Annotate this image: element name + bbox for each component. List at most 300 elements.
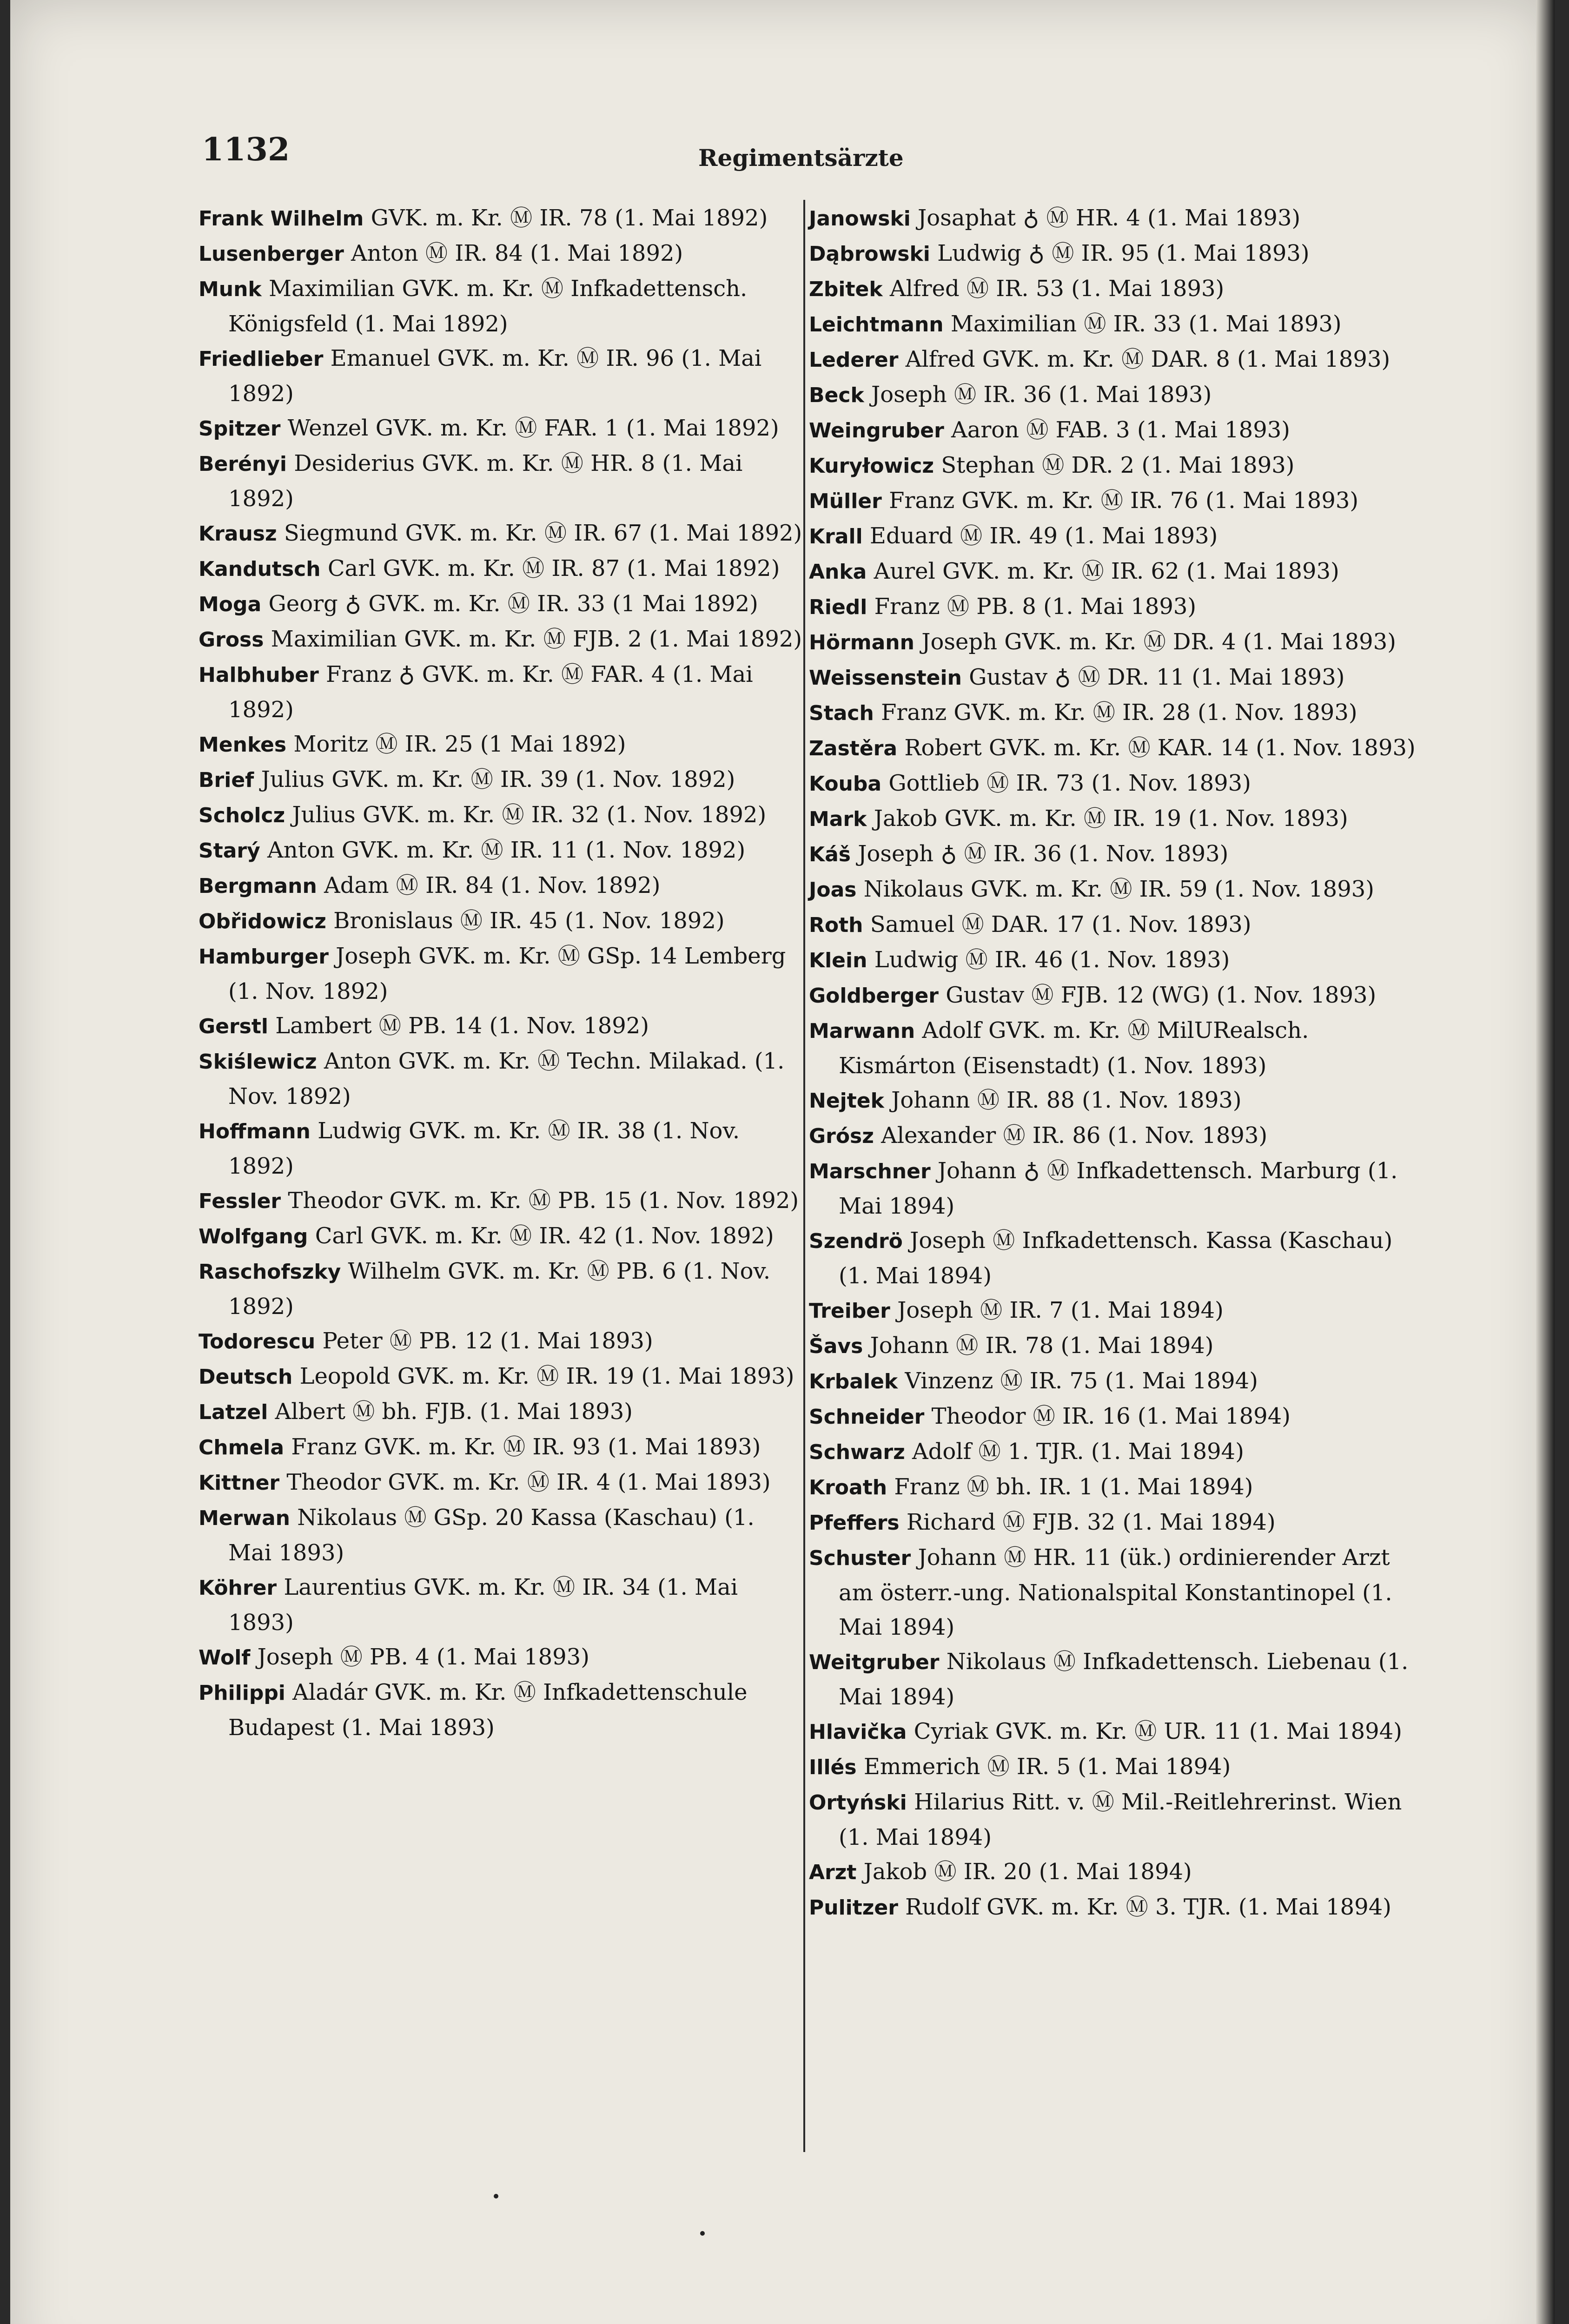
entry-surname: Arzt (809, 1861, 857, 1884)
entry-text (809, 872, 1418, 907)
entry-text (809, 1714, 1418, 1750)
entry-details: Hilarius Ritt. v. Ⓜ Mil.-Reitlehrerinst. Wien (1. Mai 1894) (839, 1789, 1402, 1850)
entry-surname: Treiber (809, 1299, 890, 1323)
register-entry (809, 271, 1418, 307)
entry-text (199, 201, 803, 236)
entry-surname: Stach (809, 701, 874, 725)
entry-surname: Marwann (809, 1019, 915, 1043)
entry-text (809, 1644, 1418, 1714)
register-entry (809, 660, 1418, 695)
entry-surname: Fessler (199, 1189, 281, 1213)
entry-details: Nikolaus GVK. m. Kr. Ⓜ IR. 59 (1. Nov. 1893) (856, 876, 1375, 902)
entry-text (809, 448, 1418, 483)
entry-text (809, 801, 1418, 837)
register-entry (199, 727, 803, 762)
entry-surname: Mark (809, 807, 867, 831)
entry-surname: Weingruber (809, 419, 944, 442)
entry-surname: Szendrö (809, 1229, 903, 1253)
entry-surname: Obřidowicz (199, 910, 326, 933)
entry-text (809, 554, 1418, 589)
entry-details: Anton GVK. m. Kr. Ⓜ Techn. Milakad. (1. Nov. 1892) (228, 1048, 785, 1109)
entry-text (809, 837, 1418, 872)
register-entry (199, 1254, 803, 1324)
entry-surname: Joas (809, 878, 857, 902)
entry-text (809, 1118, 1418, 1154)
entry-text (809, 1328, 1418, 1364)
entry-details: Gottlieb Ⓜ IR. 73 (1. Nov. 1893) (881, 770, 1251, 796)
entry-surname: Hlavička (809, 1720, 907, 1744)
register-entry (809, 413, 1418, 448)
entry-surname: Todorescu (199, 1330, 316, 1353)
entry-details: Leopold GVK. m. Kr. Ⓜ IR. 19 (1. Mai 1893) (292, 1363, 794, 1389)
register-entry (809, 907, 1418, 943)
entry-text (809, 413, 1418, 448)
register-entry (809, 307, 1418, 342)
ink-speck (700, 2231, 705, 2236)
register-entry (199, 1044, 803, 1114)
entry-surname: Lusenberger (199, 242, 344, 266)
entry-text (199, 446, 803, 516)
entry-surname: Ortyński (809, 1791, 907, 1815)
entry-details: Maximilian Ⓜ IR. 33 (1. Mai 1893) (943, 311, 1342, 337)
entry-details: Maximilian GVK. m. Kr. Ⓜ Infkadettensch. Königsfeld (1. Mai 1892) (228, 276, 748, 337)
entry-text (199, 1044, 803, 1114)
entry-text (199, 341, 803, 411)
entry-details: Ludwig Ⓜ IR. 46 (1. Nov. 1893) (867, 947, 1230, 973)
register-entry (809, 766, 1418, 801)
register-entry (199, 1465, 803, 1500)
entry-text (809, 377, 1418, 413)
entry-details: Franz GVK. m. Kr. Ⓜ IR. 28 (1. Nov. 1893) (874, 700, 1357, 726)
entry-surname: Goldberger (809, 984, 939, 1008)
entry-text (809, 1505, 1418, 1540)
entry-text (809, 1890, 1418, 1925)
entry-details: Eduard Ⓜ IR. 49 (1. Mai 1893) (862, 523, 1218, 549)
register-entry (199, 201, 803, 236)
entry-details: Gustav Ⓜ FJB. 12 (WG) (1. Nov. 1893) (939, 982, 1377, 1008)
entry-details: Aurel GVK. m. Kr. Ⓜ IR. 62 (1. Mai 1893) (867, 558, 1339, 584)
entry-details: Maximilian GVK. m. Kr. Ⓜ FJB. 2 (1. Mai 1892) (264, 626, 802, 652)
entry-details: Aladár GVK. m. Kr. Ⓜ Infkadettenschule Budapest (1. Mai 1893) (228, 1679, 748, 1741)
entry-surname: Scholcz (199, 804, 285, 827)
entry-text (809, 1154, 1418, 1223)
entry-surname: Brief (199, 768, 254, 792)
entry-text (199, 939, 803, 1009)
entry-text (809, 1399, 1418, 1434)
register-entry (199, 341, 803, 411)
entry-details: GVK. m. Kr. Ⓜ IR. 78 (1. Mai 1892) (364, 205, 768, 231)
register-entry (809, 1644, 1418, 1714)
entry-surname: Pfeffers (809, 1511, 900, 1535)
entry-details: Aaron Ⓜ FAB. 3 (1. Mai 1893) (944, 417, 1291, 443)
register-entry (199, 1009, 803, 1044)
entry-text (809, 1750, 1418, 1785)
running-head: Regimentsärzte (698, 144, 904, 172)
entry-details: Joseph Ⓜ PB. 4 (1. Mai 1893) (250, 1644, 589, 1670)
register-entry (199, 551, 803, 587)
register-entry (199, 622, 803, 657)
entry-surname: Hoffmann (199, 1120, 311, 1143)
entry-surname: Roth (809, 913, 863, 937)
entry-text (199, 1465, 803, 1500)
entry-surname: Wolf (199, 1646, 251, 1670)
entry-details: Franz Ⓜ PB. 8 (1. Mai 1893) (867, 594, 1197, 620)
entry-text (199, 727, 803, 762)
register-entry (199, 868, 803, 904)
entry-details: Carl GVK. m. Kr. Ⓜ IR. 87 (1. Mai 1892) (320, 555, 780, 581)
ink-speck (494, 2194, 498, 2199)
entry-surname: Kouba (809, 772, 882, 796)
register-entry (809, 1013, 1418, 1083)
entry-surname: Dąbrowski (809, 242, 930, 266)
register-entry (809, 1364, 1418, 1399)
register-entry (809, 1118, 1418, 1154)
register-entry (199, 271, 803, 341)
entry-surname: Marschner (809, 1160, 931, 1183)
entry-surname: Skiślewicz (199, 1050, 317, 1074)
entry-details: Adolf GVK. m. Kr. Ⓜ MilURealsch. Kismárton (Eisenstadt) (1. Nov. 1893) (839, 1017, 1309, 1079)
register-entry (809, 695, 1418, 731)
entry-surname: Janowski (809, 207, 911, 231)
entry-text (809, 236, 1418, 271)
entry-surname: Gross (199, 628, 264, 652)
entry-details: Joseph GVK. m. Kr. Ⓜ DR. 4 (1. Mai 1893) (914, 629, 1396, 655)
register-entry (199, 1430, 803, 1465)
entry-text (199, 587, 803, 622)
entry-text (809, 907, 1418, 943)
register-entry (199, 833, 803, 868)
entry-text (809, 978, 1418, 1013)
entry-surname: Krausz (199, 522, 277, 546)
entry-surname: Lederer (809, 348, 899, 372)
entry-text (809, 342, 1418, 377)
register-entry (809, 342, 1418, 377)
register-entry (199, 657, 803, 727)
entry-details: Jakob GVK. m. Kr. Ⓜ IR. 19 (1. Nov. 1893) (867, 805, 1348, 832)
register-entry (809, 1855, 1418, 1890)
entry-details: Joseph Ⓜ Infkadettensch. Kassa (Kaschau) (1. Mai 1894) (839, 1228, 1393, 1289)
entry-text (199, 1570, 803, 1640)
column-divider (803, 200, 805, 2152)
entry-details: Adolf Ⓜ 1. TJR. (1. Mai 1894) (905, 1439, 1244, 1465)
entry-details: Johann Ⓜ IR. 88 (1. Nov. 1893) (884, 1087, 1242, 1113)
entry-surname: Weitgruber (809, 1651, 940, 1674)
entry-text (199, 868, 803, 904)
register-entry (809, 1540, 1418, 1644)
entry-surname: Halbhuber (199, 663, 319, 687)
entry-details: Gustav ♁ Ⓜ DR. 11 (1. Mai 1893) (961, 664, 1345, 690)
entry-surname: Berényi (199, 452, 287, 476)
register-entry (809, 801, 1418, 837)
entry-details: Desiderius GVK. m. Kr. Ⓜ HR. 8 (1. Mai 1892) (228, 450, 743, 512)
register-entry (199, 798, 803, 833)
entry-surname: Munk (199, 277, 262, 301)
entry-details: Carl GVK. m. Kr. Ⓜ IR. 42 (1. Nov. 1892) (308, 1223, 774, 1249)
entry-surname: Nejtek (809, 1089, 884, 1113)
entry-surname: Káš (809, 843, 851, 866)
register-entry (199, 1640, 803, 1675)
entry-details: Joseph Ⓜ IR. 7 (1. Mai 1894) (890, 1297, 1224, 1323)
entry-text (199, 1359, 803, 1394)
entry-details: Franz ♁ GVK. m. Kr. Ⓜ FAR. 4 (1. Mai 1892) (228, 661, 753, 723)
register-entry (809, 236, 1418, 271)
entry-details: Anton GVK. m. Kr. Ⓜ IR. 11 (1. Nov. 1892) (260, 837, 746, 863)
entry-surname: Kuryłowicz (809, 454, 934, 478)
register-entry (199, 1500, 803, 1570)
register-entry (809, 1399, 1418, 1434)
entry-surname: Zbitek (809, 277, 883, 301)
entry-details: Jakob Ⓜ IR. 20 (1. Mai 1894) (856, 1859, 1192, 1885)
entry-details: Cyriak GVK. m. Kr. Ⓜ UR. 11 (1. Mai 1894) (907, 1718, 1402, 1744)
entry-surname: Gerstl (199, 1015, 268, 1038)
entry-details: Alfred Ⓜ IR. 53 (1. Mai 1893) (882, 276, 1225, 302)
entry-surname: Frank Wilhelm (199, 207, 364, 231)
entry-details: Richard Ⓜ FJB. 32 (1. Mai 1894) (899, 1509, 1276, 1535)
entry-details: Julius GVK. m. Kr. Ⓜ IR. 32 (1. Nov. 1892) (285, 802, 767, 828)
left-column (199, 201, 803, 1745)
entry-text (199, 1183, 803, 1219)
entry-text (809, 943, 1418, 978)
book-page (10, 0, 1549, 2324)
entry-details: Robert GVK. m. Kr. Ⓜ KAR. 14 (1. Nov. 1893) (897, 735, 1416, 761)
entry-surname: Philippi (199, 1681, 285, 1705)
entry-details: Ludwig ♁ Ⓜ IR. 95 (1. Mai 1893) (930, 240, 1310, 266)
entry-surname: Merwan (199, 1506, 290, 1530)
register-entry (809, 978, 1418, 1013)
entry-text (199, 657, 803, 727)
entry-details: Adam Ⓜ IR. 84 (1. Nov. 1892) (317, 872, 661, 898)
entry-details: Joseph Ⓜ IR. 36 (1. Mai 1893) (864, 382, 1212, 408)
register-entry (809, 519, 1418, 554)
entry-surname: Krbalek (809, 1370, 898, 1393)
register-entry (809, 1714, 1418, 1750)
entry-text (199, 1675, 803, 1745)
entry-details: Johann Ⓜ HR. 11 (ük.) ordinierender Arzt am österr.-ung. Nationalspital Konstantinopel (1. Mai 1894) (839, 1545, 1392, 1640)
entry-surname: Kandutsch (199, 557, 321, 581)
entry-details: Franz Ⓜ bh. IR. 1 (1. Mai 1894) (887, 1474, 1253, 1500)
register-entry (809, 448, 1418, 483)
entry-text (809, 1364, 1418, 1399)
entry-surname: Riedl (809, 595, 867, 619)
entry-surname: Köhrer (199, 1576, 277, 1600)
register-entry (199, 446, 803, 516)
register-entry (809, 1154, 1418, 1223)
register-entry (809, 1470, 1418, 1505)
register-entry (199, 516, 803, 551)
entry-text (809, 307, 1418, 342)
register-entry (199, 1183, 803, 1219)
entry-text (199, 904, 803, 939)
entry-surname: Beck (809, 383, 864, 407)
register-entry (199, 411, 803, 446)
entry-surname: Hörmann (809, 631, 914, 654)
entry-surname: Šavs (809, 1334, 863, 1358)
entry-text (809, 1223, 1418, 1293)
page-spine-shadow (1536, 0, 1555, 2324)
register-entry (809, 589, 1418, 625)
entry-details: Albert Ⓜ bh. FJB. (1. Mai 1893) (268, 1399, 633, 1425)
entry-details: Joseph ♁ Ⓜ IR. 36 (1. Nov. 1893) (850, 841, 1229, 867)
entry-text (199, 236, 803, 271)
entry-surname: Grósz (809, 1124, 874, 1148)
register-entry (809, 1890, 1418, 1925)
entry-surname: Weissenstein (809, 666, 962, 690)
entry-text (809, 660, 1418, 695)
entry-text (809, 483, 1418, 519)
entry-details: Siegmund GVK. m. Kr. Ⓜ IR. 67 (1. Mai 1892) (277, 520, 802, 546)
register-entry (199, 904, 803, 939)
entry-text (199, 411, 803, 446)
entry-details: Ludwig GVK. m. Kr. Ⓜ IR. 38 (1. Nov. 1892) (228, 1118, 740, 1179)
entry-details: Lambert Ⓜ PB. 14 (1. Nov. 1892) (268, 1013, 649, 1039)
entry-details: Bronislaus Ⓜ IR. 45 (1. Nov. 1892) (326, 908, 725, 934)
entry-surname: Chmela (199, 1436, 285, 1459)
entry-text (199, 762, 803, 798)
entry-details: Emmerich Ⓜ IR. 5 (1. Mai 1894) (856, 1754, 1231, 1780)
entry-text (809, 766, 1418, 801)
entry-details: Julius GVK. m. Kr. Ⓜ IR. 39 (1. Nov. 1892) (254, 766, 735, 792)
entry-text (809, 1855, 1418, 1890)
entry-details: Laurentius GVK. m. Kr. Ⓜ IR. 34 (1. Mai 1893) (228, 1574, 738, 1636)
register-entry (809, 483, 1418, 519)
entry-text (809, 1434, 1418, 1470)
entry-text (809, 1540, 1418, 1644)
right-column (809, 201, 1418, 1925)
entry-text (199, 1219, 803, 1254)
entry-text (199, 1394, 803, 1430)
entry-text (199, 551, 803, 587)
entry-surname: Krall (809, 525, 863, 548)
register-entry (809, 377, 1418, 413)
entry-text (809, 1785, 1418, 1855)
register-entry (199, 236, 803, 271)
register-entry (199, 939, 803, 1009)
entry-text (809, 625, 1418, 660)
entry-text (199, 1009, 803, 1044)
entry-details: Wenzel GVK. m. Kr. Ⓜ FAR. 1 (1. Mai 1892) (280, 415, 779, 441)
entry-surname: Zastěra (809, 737, 898, 760)
register-entry (199, 1324, 803, 1359)
entry-text (199, 1500, 803, 1570)
entry-text (809, 1293, 1418, 1328)
register-entry (199, 1675, 803, 1745)
register-entry (809, 872, 1418, 907)
entry-details: Josaphat ♁ Ⓜ HR. 4 (1. Mai 1893) (910, 205, 1301, 231)
entry-text (809, 201, 1418, 236)
register-entry (199, 587, 803, 622)
entry-details: Wilhelm GVK. m. Kr. Ⓜ PB. 6 (1. Nov. 1892) (228, 1258, 771, 1320)
entry-surname: Spitzer (199, 417, 281, 441)
entry-text (199, 1114, 803, 1183)
register-entry (809, 837, 1418, 872)
entry-details: Peter Ⓜ PB. 12 (1. Mai 1893) (315, 1328, 653, 1354)
entry-surname: Hamburger (199, 945, 329, 969)
entry-text (809, 1470, 1418, 1505)
entry-surname: Illés (809, 1756, 857, 1779)
register-entry (809, 1434, 1418, 1470)
entry-details: Stephan Ⓜ DR. 2 (1. Mai 1893) (934, 452, 1295, 478)
entry-details: Nikolaus Ⓜ GSp. 20 Kassa (Kaschau) (1. Mai 1893) (228, 1505, 755, 1566)
entry-text (809, 589, 1418, 625)
entry-text (199, 516, 803, 551)
entry-details: Anton Ⓜ IR. 84 (1. Mai 1892) (344, 240, 683, 266)
entry-details: Rudolf GVK. m. Kr. Ⓜ 3. TJR. (1. Mai 1894) (898, 1894, 1391, 1920)
entry-text (809, 271, 1418, 307)
entry-text (809, 1083, 1418, 1118)
page-number: 1132 (202, 131, 290, 168)
entry-text (199, 798, 803, 833)
entry-details: Franz GVK. m. Kr. Ⓜ IR. 76 (1. Mai 1893) (881, 488, 1359, 514)
entry-text (199, 1640, 803, 1675)
entry-text (199, 271, 803, 341)
register-entry (199, 1359, 803, 1394)
entry-text (199, 833, 803, 868)
entry-text (199, 1324, 803, 1359)
register-entry (809, 201, 1418, 236)
entry-text (809, 695, 1418, 731)
entry-surname: Raschofszky (199, 1260, 341, 1284)
entry-details: Emanuel GVK. m. Kr. Ⓜ IR. 96 (1. Mai 1892) (228, 345, 762, 407)
register-entry (199, 1114, 803, 1183)
entry-surname: Schwarz (809, 1440, 905, 1464)
entry-details: Alexander Ⓜ IR. 86 (1. Nov. 1893) (874, 1122, 1268, 1149)
entry-surname: Moga (199, 593, 262, 616)
register-entry (199, 1219, 803, 1254)
entry-surname: Friedlieber (199, 347, 324, 371)
register-entry (809, 1293, 1418, 1328)
entry-surname: Deutsch (199, 1365, 293, 1389)
register-entry (809, 731, 1418, 766)
entry-details: Samuel Ⓜ DAR. 17 (1. Nov. 1893) (863, 911, 1251, 938)
register-entry (809, 1750, 1418, 1785)
register-entry (809, 554, 1418, 589)
entry-details: Nikolaus Ⓜ Infkadettensch. Liebenau (1. Mai 1894) (839, 1649, 1409, 1710)
register-entry (809, 943, 1418, 978)
register-entry (809, 1785, 1418, 1855)
entry-text (809, 519, 1418, 554)
entry-surname: Schneider (809, 1405, 925, 1429)
entry-details: Johann ♁ Ⓜ Infkadettensch. Marburg (1. Mai 1894) (839, 1158, 1398, 1219)
register-entry (809, 1223, 1418, 1293)
entry-text (809, 1013, 1418, 1083)
entry-surname: Klein (809, 949, 867, 972)
entry-text (199, 1430, 803, 1465)
entry-details: Theodor Ⓜ IR. 16 (1. Mai 1894) (924, 1403, 1291, 1429)
register-entry (199, 1394, 803, 1430)
entry-details: Johann Ⓜ IR. 78 (1. Mai 1894) (863, 1333, 1214, 1359)
register-entry (809, 1083, 1418, 1118)
entry-surname: Kroath (809, 1476, 887, 1499)
entry-details: Franz GVK. m. Kr. Ⓜ IR. 93 (1. Mai 1893) (284, 1434, 761, 1460)
entry-surname: Menkes (199, 733, 287, 757)
register-entry (199, 762, 803, 798)
register-entry (809, 1505, 1418, 1540)
register-entry (809, 625, 1418, 660)
entry-surname: Wolfgang (199, 1225, 308, 1248)
entry-details: Vinzenz Ⓜ IR. 75 (1. Mai 1894) (898, 1368, 1258, 1394)
entry-surname: Latzel (199, 1400, 268, 1424)
entry-text (199, 1254, 803, 1324)
entry-details: Theodor GVK. m. Kr. Ⓜ IR. 4 (1. Mai 1893) (279, 1469, 771, 1495)
register-entry (809, 1328, 1418, 1364)
entry-surname: Müller (809, 489, 882, 513)
entry-surname: Bergmann (199, 874, 317, 898)
entry-surname: Schuster (809, 1546, 911, 1570)
entry-surname: Pulitzer (809, 1896, 898, 1920)
entry-surname: Anka (809, 560, 867, 584)
entry-surname: Starý (199, 839, 260, 863)
register-entry (199, 1570, 803, 1640)
